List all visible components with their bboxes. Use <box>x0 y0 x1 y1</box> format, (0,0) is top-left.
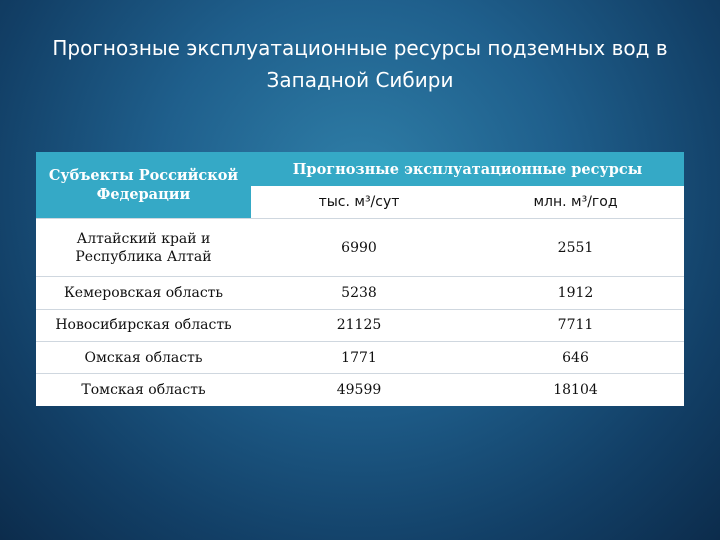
header-unit-year: млн. м³/год <box>467 186 684 218</box>
table-row <box>36 219 684 277</box>
per-day-cell: 21125 <box>251 309 467 341</box>
table-row <box>36 309 684 341</box>
table-row <box>36 341 684 373</box>
header-resources: Прогнозные эксплуатационные ресурсы <box>251 152 684 186</box>
per-day-cell: 6990 <box>251 219 467 277</box>
header-subjects: Субъекты Российской Федерации <box>36 152 251 219</box>
slide-title: Прогнозные эксплуатационные ресурсы подземных вод в Западной Сибири <box>52 36 668 92</box>
per-year-cell: 18104 <box>467 374 684 406</box>
per-year-cell: 7711 <box>467 309 684 341</box>
region-cell: Алтайский край и Республика Алтай <box>36 219 251 277</box>
per-year-cell: 646 <box>467 341 684 373</box>
per-day-cell: 1771 <box>251 341 467 373</box>
per-year-cell: 2551 <box>467 219 684 277</box>
region-cell: Кемеровская область <box>36 277 251 309</box>
resources-table <box>36 152 684 406</box>
region-cell: Новосибирская область <box>36 309 251 341</box>
table-row <box>36 374 684 406</box>
per-day-cell: 5238 <box>251 277 467 309</box>
region-cell: Томская область <box>36 374 251 406</box>
header-unit-day: тыс. м³/сут <box>251 186 467 218</box>
per-day-cell: 49599 <box>251 374 467 406</box>
table-row <box>36 277 684 309</box>
region-cell: Омская область <box>36 341 251 373</box>
per-year-cell: 1912 <box>467 277 684 309</box>
resources-table-container <box>36 152 684 406</box>
